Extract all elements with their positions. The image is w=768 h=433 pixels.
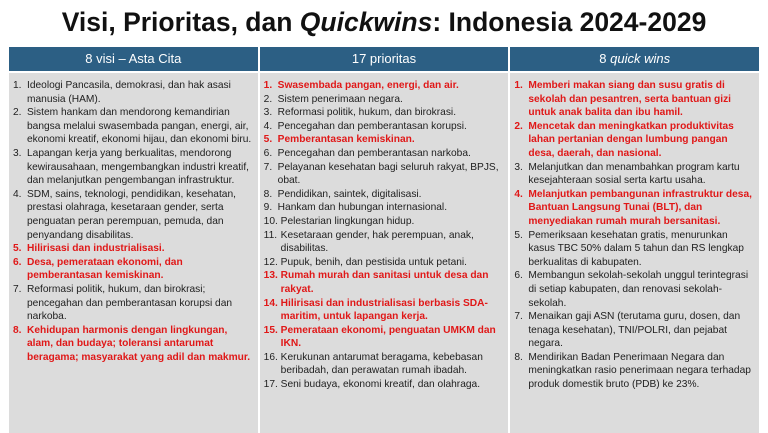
- three-column-table: [9, 47, 759, 433]
- item-text: Hilirisasi dan industrialisasi.: [27, 243, 165, 255]
- item-number: 5.: [263, 134, 273, 146]
- item-text: Membangun sekolah-sekolah unggul terintegrasi di setiap kabupaten, dan renovasi sekolah-sekolah.: [528, 270, 749, 309]
- list-item: [264, 269, 505, 296]
- item-text: Kesetaraan gender, hak perempuan, anak, disabilitas.: [280, 229, 474, 255]
- item-number: 2.: [514, 120, 523, 132]
- list-item: [13, 147, 254, 188]
- header-text: 8: [599, 51, 611, 66]
- list-item: [264, 79, 505, 93]
- item-number: 8.: [13, 324, 22, 336]
- item-text: Pelayanan kesehatan bagi seluruh rakyat, BPJS, obat.: [277, 161, 499, 187]
- list-item: [514, 351, 755, 392]
- item-number: 13.: [263, 270, 278, 282]
- title-part-3: : Indonesia 2024-2029: [432, 7, 707, 37]
- list-item: [264, 188, 505, 202]
- list-item: [13, 283, 254, 324]
- list-item: [13, 256, 254, 283]
- item-text: Pupuk, benih, dan pestisida untuk petani.: [280, 256, 468, 268]
- list-item: [264, 93, 505, 107]
- item-text: SDM, sains, teknologi, pendidikan, kesehatan, prestasi olahraga, kesetaraan gender, serta penguatan peran perempuan, pemuda, dan penyandang disabilitas.: [27, 188, 236, 241]
- list-item: [264, 324, 505, 351]
- item-text: Desa, pemerataan ekonomi, dan pemberantasan kemiskinan.: [27, 256, 183, 282]
- item-text: Melanjutkan pembangunan infrastruktur desa, Bantuan Langsung Tunai (BLT), dan menyediakan rumah murah bersanitasi.: [528, 188, 752, 227]
- list-item: [514, 120, 755, 161]
- item-number: 17.: [263, 379, 278, 391]
- list-item: [264, 215, 505, 229]
- item-text: Lapangan kerja yang berkualitas, mendorong kewirausahaan, mengembangkan industri kreatif, dan melanjutkan pengembangan infrastruktur.: [27, 147, 249, 187]
- header-text: 8 visi – Asta Cita: [85, 51, 182, 66]
- list-item: [264, 106, 505, 120]
- item-number: 3.: [13, 147, 22, 159]
- list-item: [264, 161, 505, 188]
- list-item: [264, 297, 505, 324]
- item-text: Pencegahan dan pemberantasan korupsi.: [277, 120, 467, 132]
- list-item: [264, 229, 505, 256]
- item-number: 11.: [263, 229, 278, 241]
- item-text: Kehidupan harmonis dengan lingkungan, alam, dan budaya; toleransi antarumat beragama; masyarakat yang adil dan makmur.: [27, 324, 251, 363]
- item-number: 8.: [514, 351, 523, 363]
- column-body-prioritas: [260, 73, 509, 433]
- item-text: Mendirikan Badan Penerimaan Negara dan meningkatkan rasio penerimaan negara terhadap produk domestik bruto (PDB) ke 23%.: [528, 351, 751, 391]
- title-part-2: Quickwins: [299, 7, 433, 37]
- list-item: [514, 188, 755, 229]
- list-item: [514, 310, 755, 351]
- item-number: 4.: [514, 188, 523, 200]
- item-number: 5.: [13, 243, 22, 255]
- item-number: 4.: [13, 188, 22, 200]
- item-number: 6.: [263, 147, 273, 159]
- item-text: Hankam dan hubungan internasional.: [277, 202, 448, 214]
- column-header-visi: [9, 47, 258, 71]
- item-text: Hilirisasi dan industrialisasi berbasis SDA-maritim, untuk lapangan kerja.: [280, 297, 488, 323]
- item-number: 4.: [263, 120, 273, 132]
- list-item: [13, 106, 254, 147]
- item-number: 6.: [514, 270, 523, 282]
- item-text: Melanjutkan dan menambahkan program kartu kesejahteraan sosial serta kartu usaha.: [528, 161, 740, 187]
- item-number: 14.: [263, 297, 278, 309]
- item-number: 5.: [514, 229, 523, 241]
- item-text: Reformasi politik, hukum, dan birokrasi; pencegahan dan pemberantasan korupsi dan narkoba.: [27, 283, 233, 323]
- list-item: [264, 256, 505, 270]
- list-item: [514, 229, 755, 270]
- list-item: [514, 269, 755, 310]
- item-number: 10.: [263, 215, 278, 227]
- item-number: 7.: [263, 161, 273, 173]
- column-prioritas: [260, 47, 509, 433]
- item-number: 9.: [263, 202, 273, 214]
- column-quickwins: [510, 47, 759, 433]
- item-text: Mencetak dan meningkatkan produktivitas lahan pertanian dengan lumbung pangan desa, daerah, dan nasional.: [528, 120, 734, 159]
- item-number: 12.: [263, 256, 278, 268]
- item-text: Kerukunan antarumat beragama, kebebasan beribadah, dan perawatan rumah ibadah.: [280, 351, 483, 377]
- item-number: 7.: [13, 283, 22, 295]
- column-header-prioritas: [260, 47, 509, 71]
- item-number: 1.: [514, 80, 523, 91]
- item-number: 1.: [13, 80, 22, 91]
- list-item: [264, 378, 505, 392]
- list-item: [514, 161, 755, 188]
- visi-list: [13, 79, 254, 364]
- item-number: 6.: [13, 256, 22, 268]
- quickwins-list: [514, 79, 755, 392]
- column-body-visi: [9, 73, 258, 433]
- list-item: [13, 79, 254, 106]
- item-text: Pelestarian lingkungan hidup.: [280, 215, 415, 227]
- list-item: [264, 133, 505, 147]
- item-number: 3.: [263, 107, 273, 119]
- item-number: 2.: [13, 107, 22, 119]
- list-item: [264, 201, 505, 215]
- item-text: Seni budaya, ekonomi kreatif, dan olahraga.: [280, 379, 481, 391]
- item-text: Pendidikan, saintek, digitalisasi.: [277, 188, 422, 200]
- list-item: [13, 188, 254, 242]
- prioritas-list: [264, 79, 505, 392]
- item-text: Rumah murah dan sanitasi untuk desa dan rakyat.: [280, 270, 489, 295]
- list-item: [13, 324, 254, 365]
- column-visi: [9, 47, 258, 433]
- item-number: 15.: [263, 324, 278, 336]
- item-number: 2.: [263, 93, 273, 105]
- item-text: Sistem penerimaan negara.: [277, 93, 403, 105]
- item-number: 3.: [514, 161, 523, 173]
- item-text: Swasembada pangan, energi, dan air.: [277, 80, 459, 91]
- list-item: [264, 147, 505, 161]
- page-title: [0, 0, 768, 44]
- item-number: 16.: [263, 351, 278, 363]
- list-item: [264, 351, 505, 378]
- list-item: [13, 242, 254, 256]
- item-text: Memberi makan siang dan susu gratis di sekolah dan pesantren, serta bantuan gizi untuk anak balita dan ibu hamil.: [528, 80, 732, 119]
- item-text: Pencegahan dan pemberantasan narkoba.: [277, 147, 471, 159]
- item-number: 7.: [514, 311, 523, 323]
- item-number: 1.: [263, 80, 273, 91]
- header-text-italic: quick wins: [610, 51, 671, 66]
- item-number: 8.: [263, 188, 273, 200]
- item-text: Ideologi Pancasila, demokrasi, dan hak asasi manusia (HAM).: [27, 80, 231, 105]
- item-text: Pemberantasan kemiskinan.: [277, 134, 415, 146]
- list-item: [514, 79, 755, 120]
- header-text: 17 prioritas: [351, 51, 417, 66]
- title-part-1: Visi, Prioritas, dan: [61, 7, 300, 37]
- item-text: Sistem hankam dan mendorong kemandirian bangsa melalui swasembada pangan, energi, air, ekonomi kreatif, ekonomi hijau, dan ekonomi biru.: [27, 107, 252, 146]
- list-item: [264, 120, 505, 134]
- item-text: Reformasi politik, hukum, dan birokrasi.: [277, 107, 457, 119]
- item-text: Menaikan gaji ASN (terutama guru, dosen, dan tenaga kesehatan), TNI/POLRI, dan pejabat negara.: [528, 311, 741, 350]
- column-body-quickwins: [510, 73, 759, 433]
- column-header-quickwins: [510, 47, 759, 71]
- item-text: Pemeriksaan kesehatan gratis, menurunkan kasus TBC 50% dalam 5 tahun dan RS lengkap berkualitas di kabupaten.: [528, 229, 744, 268]
- item-text: Pemerataan ekonomi, penguatan UMKM dan IKN.: [280, 324, 496, 350]
